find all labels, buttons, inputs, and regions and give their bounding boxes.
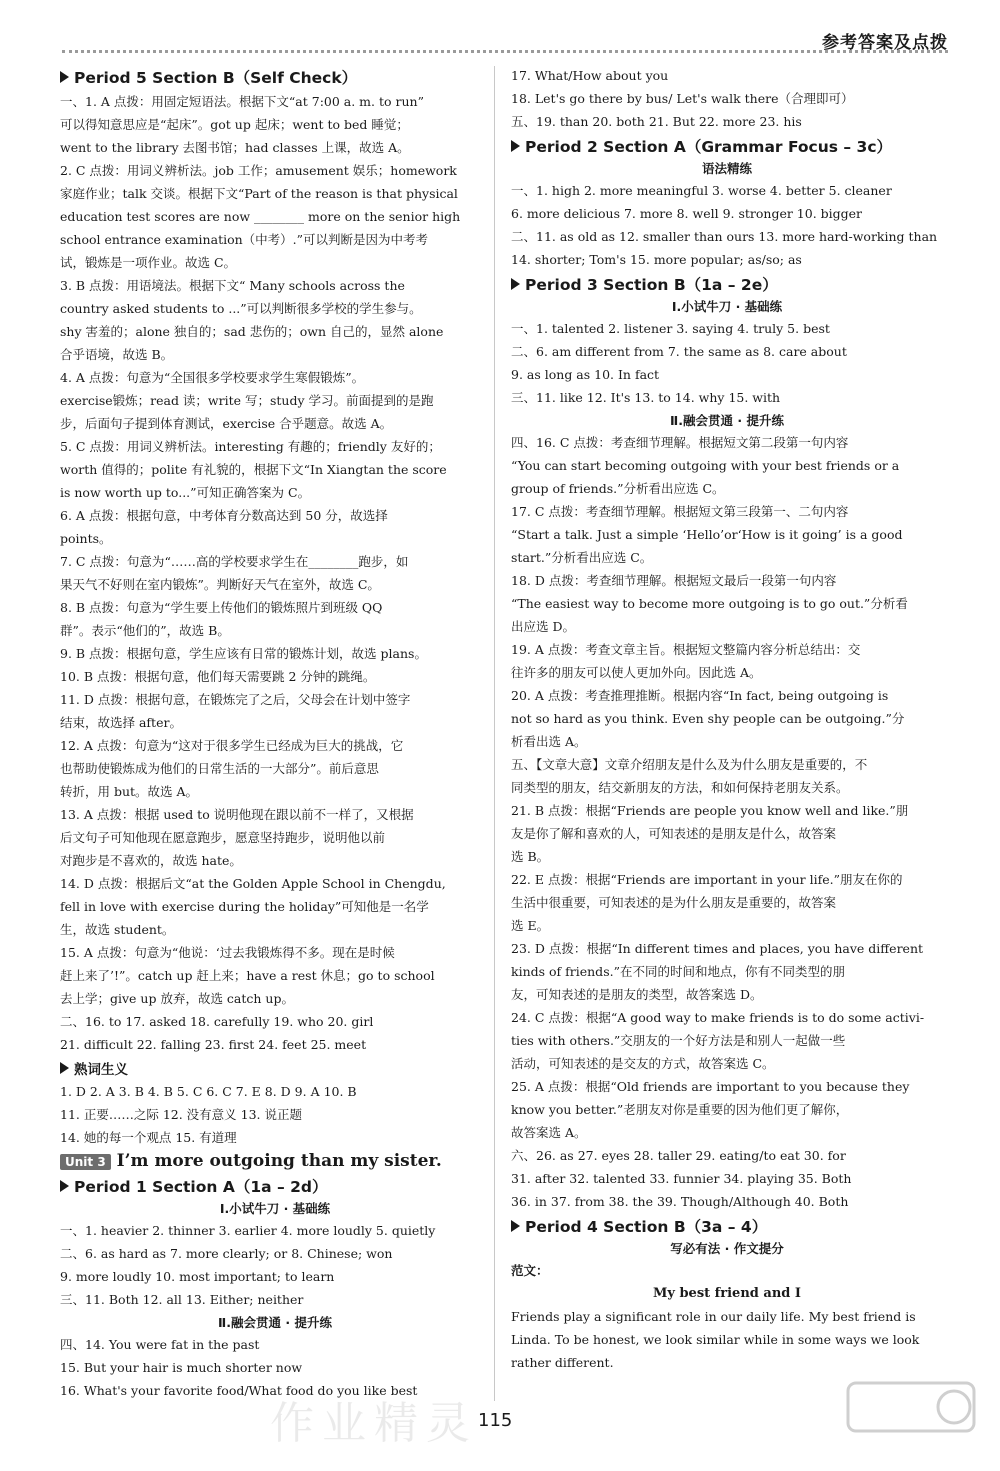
answer-line: 16. What's your favorite food/What food do you like best xyxy=(60,1383,418,1398)
answer-line: 五、19. than 20. both 21. But 22. more 23. his xyxy=(511,114,802,129)
answer-line: shy 害羞的；alone 独自的；sad 悲伤的；own 自己的，显然 alone xyxy=(60,324,444,339)
section-heading: Period 3 Section B（1a – 2e） xyxy=(511,273,943,295)
answer-line: 18. Let's go there by bus/ Let's walk there（合理即可） xyxy=(511,91,854,106)
answer-line: 31. after 32. talented 33. funnier 34. playing 35. Both xyxy=(511,1171,852,1186)
subsection-heading: 语法精练 xyxy=(701,161,752,176)
subsection-heading: Ⅰ.小试牛刀 · 基础练 xyxy=(671,299,783,314)
watermark-text: 作业精灵 xyxy=(270,1398,478,1449)
answer-line: 15. But your hair is much shorter now xyxy=(60,1360,303,1375)
answer-line: 析看出选 A。 xyxy=(511,734,587,749)
unit-tag: Unit 3 xyxy=(60,1154,111,1170)
answer-line: 36. in 37. from 38. the 39. Though/Although 40. Both xyxy=(511,1194,849,1209)
essay-title: My best friend and I xyxy=(653,1286,801,1301)
triangle-bullet-icon xyxy=(511,1220,520,1232)
subsection-heading: Ⅱ.融会贯通 · 提升练 xyxy=(218,1315,332,1330)
triangle-bullet-icon xyxy=(60,1062,69,1074)
answer-line: 7. C 点拨：句意为“……高的学校要求学生在________跑步，如 xyxy=(60,554,409,569)
answer-line: 15. A 点拨：句意为“他说：‘过去我锻炼得不多。现在是时候 xyxy=(60,945,395,960)
answer-line: 5. C 点拨：用词义辨析法。interesting 有趣的；friendly 友好的； xyxy=(60,439,441,454)
answer-line: 出应选 D。 xyxy=(511,619,575,634)
answer-line: 19. A 点拨：考查文章主旨。根据短文整篇内容分析总结出：交 xyxy=(511,642,861,657)
header-title: 参考答案及点拨 xyxy=(822,33,948,53)
triangle-bullet-icon xyxy=(60,1180,69,1192)
answer-line: 二、11. as old as 12. smaller than ours 13. more hard-working than xyxy=(511,229,938,244)
page-number: 115 xyxy=(478,1410,513,1431)
model-essay-label: 范文： xyxy=(511,1263,549,1278)
answer-line: 一、1. A 点拨：用固定短语法。根据下文“at 7:00 a. m. to run” xyxy=(60,94,424,109)
subsection-heading: Ⅰ.小试牛刀 · 基础练 xyxy=(219,1201,331,1216)
column-separator xyxy=(494,66,495,1401)
answer-line: 14. shorter; Tom's 15. more popular; as/so; as xyxy=(511,252,802,267)
answer-line: 2. C 点拨：用词义辨析法。job 工作；amusement 娱乐；homework xyxy=(60,163,457,178)
answer-line: 24. C 点拨：根据“A good way to make friends is to do some activi- xyxy=(511,1010,925,1025)
answer-line: exercise锻炼；read 读；write 写；study 学习。前面提到的是跑 xyxy=(60,393,434,408)
answer-line: 家庭作业；talk 交谈。根据下文“Part of the reason is that physical xyxy=(60,186,458,201)
answer-block xyxy=(60,1080,490,1149)
section-heading: Period 1 Section A（1a – 2d） xyxy=(60,1175,490,1197)
answer-line: 10. B 点拨：根据句意，他们每天需要跳 2 分钟的跳绳。 xyxy=(60,669,376,684)
watermark-logo-icon xyxy=(846,1381,976,1451)
answer-line: 17. What/How about you xyxy=(511,68,669,83)
answer-block xyxy=(511,431,943,1213)
answer-line: 21. difficult 22. falling 23. first 24. feet 25. meet xyxy=(60,1037,367,1052)
answer-line: 故答案选 A。 xyxy=(511,1125,587,1140)
answer-line: 12. A 点拨：句意为“这对于很多学生已经成为巨大的挑战，它 xyxy=(60,738,404,753)
answer-line: 友是你了解和喜欢的人，可知表述的是朋友是什么，故答案 xyxy=(511,826,837,841)
section-heading: Period 2 Section A（Grammar Focus – 3c） xyxy=(511,135,943,157)
answer-line: 友，可知表述的是朋友的类型，故答案选 D。 xyxy=(511,987,763,1002)
answer-block xyxy=(511,64,943,133)
answer-line: fell in love with exercise during the holiday”可知他是一名学 xyxy=(60,899,429,914)
answer-line: 三、11. like 12. It's 13. to 14. why 15. with xyxy=(511,390,781,405)
answer-line: “You can start becoming outgoing with your best friends or a xyxy=(511,458,900,473)
answer-line: 后文句子可知他现在愿意跑步，愿意坚持跑步，说明他以前 xyxy=(60,830,386,845)
answer-line: 也帮助使锻炼成为他们的日常生活的一大部分”。前后意思 xyxy=(60,761,379,776)
answer-block xyxy=(60,90,490,1056)
answer-line: 11. 正要……之际 12. 没有意义 13. 说正题 xyxy=(60,1107,303,1122)
answer-line: 五、【文章大意】文章介绍朋友是什么及为什么朋友是重要的，不 xyxy=(511,757,868,772)
answer-block xyxy=(60,1219,490,1311)
answer-line: worth 值得的；polite 有礼貌的，根据下文“In Xiangtan the score xyxy=(60,462,447,477)
right-column xyxy=(511,64,943,1374)
answer-line: 结束，故选择 after。 xyxy=(60,715,182,730)
answer-line: know you better.”老朋友对你是重要的因为他们更了解你， xyxy=(511,1102,849,1117)
answer-line: 9. as long as 10. In fact xyxy=(511,367,660,382)
answer-line: 六、26. as 27. eyes 28. taller 29. eating/to eat 30. for xyxy=(511,1148,846,1163)
answer-line: Linda. To be honest, we look similar while in some ways we look xyxy=(511,1332,920,1347)
answer-line: 一、1. talented 2. listener 3. saying 4. truly 5. best xyxy=(511,321,830,336)
answer-line: 21. B 点拨：根据“Friends are people you know well and like.”朋 xyxy=(511,803,909,818)
answer-line: 果天气不好则在室内锻炼”。判断好天气在室外，故选 C。 xyxy=(60,577,380,592)
answer-block xyxy=(511,317,943,409)
answer-line: kinds of friends.”在不同的时间和地点，你有不同类型的朋 xyxy=(511,964,845,979)
answer-line: group of friends.”分析看出应选 C。 xyxy=(511,481,725,496)
answer-line: 9. B 点拨：根据句意，学生应该有日常的锻炼计划，故选 plans。 xyxy=(60,646,427,661)
answer-line: 一、1. heavier 2. thinner 3. earlier 4. more loudly 5. quietly xyxy=(60,1223,436,1238)
answer-line: is now worth up to...”可知正确答案为 C。 xyxy=(60,485,311,500)
answer-line: 6. A 点拨：根据句意，中考体育分数高达到 50 分，故选择 xyxy=(60,508,388,523)
answer-line: 往许多的朋友可以使人更加外向。因此选 A。 xyxy=(511,665,762,680)
answer-line: 赶上来了’!”。catch up 赶上来；have a rest 休息；go to school xyxy=(60,968,435,983)
answer-line: ties with others.”交朋友的一个好方法是和别人一起做一些 xyxy=(511,1033,846,1048)
answer-line: 生，故选 student。 xyxy=(60,922,175,937)
answer-line: 选 B。 xyxy=(511,849,550,864)
subsection-heading: Ⅱ.融会贯通 · 提升练 xyxy=(670,413,784,428)
answer-line: 1. D 2. A 3. B 4. B 5. C 6. C 7. E 8. D 9. A 10. B xyxy=(60,1084,357,1099)
answer-line: 活动，可知表述的是交友的方式，故答案选 C。 xyxy=(511,1056,775,1071)
answer-line: 三、11. Both 12. all 13. Either; neither xyxy=(60,1292,304,1307)
answer-line: 4. A 点拨：句意为“全国很多学校要求学生寒假锻炼”。 xyxy=(60,370,365,385)
answer-line: “The easiest way to become more outgoing is to go out.”分析看 xyxy=(511,596,908,611)
answer-line: 17. C 点拨：考查细节理解。根据短文第三段第一、二句内容 xyxy=(511,504,849,519)
answer-line: 步，后面句子提到体育测试，exercise 合乎题意。故选 A。 xyxy=(60,416,393,431)
answer-line: 二、6. am different from 7. the same as 8. care about xyxy=(511,344,847,359)
answer-line: 6. more delicious 7. more 8. well 9. stronger 10. bigger xyxy=(511,206,863,221)
answer-line: “Start a talk. Just a simple ‘Hello’or‘How is it going’ is a good xyxy=(511,527,903,542)
answer-line: start.”分析看出应选 C。 xyxy=(511,550,653,565)
answer-line: 14. D 点拨：根据后文“at the Golden Apple School in Chengdu, xyxy=(60,876,446,891)
answer-line: rather different. xyxy=(511,1355,614,1370)
essay-body xyxy=(511,1305,943,1374)
answer-line: 生活中很重要，可知表述的是为什么朋友是重要的，故答案 xyxy=(511,895,837,910)
subsection-heading: 写必有法 · 作文提分 xyxy=(670,1241,784,1256)
triangle-bullet-icon xyxy=(511,278,520,290)
section-heading: Period 5 Section B（Self Check） xyxy=(60,66,490,88)
answer-line: 转折，用 but。故选 A。 xyxy=(60,784,199,799)
answer-line: 9. more loudly 10. most important; to learn xyxy=(60,1269,335,1284)
answer-line: Friends play a significant role in our daily life. My best friend is xyxy=(511,1309,916,1324)
answer-line: 四、14. You were fat in the past xyxy=(60,1337,260,1352)
triangle-bullet-icon xyxy=(511,140,520,152)
answer-line: 22. E 点拨：根据“Friends are important in your life.”朋友在你的 xyxy=(511,872,903,887)
answer-block xyxy=(511,179,943,271)
left-column xyxy=(60,64,490,1402)
answer-line: 群”。表示“他们的”，故选 B。 xyxy=(60,623,230,638)
header-rule xyxy=(62,50,948,53)
answer-line: country asked students to ...”可以判断很多学校的学生参与。 xyxy=(60,301,422,316)
answer-line: 合乎语境，故选 B。 xyxy=(60,347,174,362)
answer-line: 一、1. high 2. more meaningful 3. worse 4. better 5. cleaner xyxy=(511,183,892,198)
answer-line: 二、6. as hard as 7. more clearly; or 8. Chinese; won xyxy=(60,1246,393,1261)
section-heading: 熟词生义 xyxy=(60,1058,490,1078)
answer-line: 11. D 点拨：根据句意，在锻炼完了之后，父母会在计划中签字 xyxy=(60,692,411,707)
unit-heading: Unit 3 I’m more outgoing than my sister. xyxy=(60,1151,490,1171)
answer-line: 四、16. C 点拨：考查细节理解。根据短文第二段第一句内容 xyxy=(511,435,849,450)
answer-line: 20. A 点拨：考查推理推断。根据内容“In fact, being outgoing is xyxy=(511,688,889,703)
answer-line: 8. B 点拨：句意为“学生要上传他们的锻炼照片到班级 QQ xyxy=(60,600,383,615)
answer-line: not so hard as you think. Even shy people can be outgoing.”分 xyxy=(511,711,905,726)
answer-line: 25. A 点拨：根据“Old friends are important to you because they xyxy=(511,1079,910,1094)
section-heading: Period 4 Section B（3a – 4） xyxy=(511,1215,943,1237)
answer-line: 18. D 点拨：考查细节理解。根据短文最后一段第一句内容 xyxy=(511,573,837,588)
answer-line: went to the library 去图书馆；had classes 上课，故选 A。 xyxy=(60,140,410,155)
answer-line: 同类型的朋友，结交新朋友的方法，和如何保持老朋友关系。 xyxy=(511,780,849,795)
triangle-bullet-icon xyxy=(60,71,69,83)
answer-line: points。 xyxy=(60,531,112,546)
answer-line: 可以得知意思应是“起床”。got up 起床；went to bed 睡觉； xyxy=(60,117,409,132)
answer-line: school entrance examination（中考）.”可以判断是因为中考考 xyxy=(60,232,429,247)
answer-line: 二、16. to 17. asked 18. carefully 19. who 20. girl xyxy=(60,1014,374,1029)
answer-line: education test scores are now ________ more on the senior high xyxy=(60,209,461,224)
answer-line: 试，锻炼是一项作业。故选 C。 xyxy=(60,255,237,270)
answer-line: 去上学；give up 放弃，故选 catch up。 xyxy=(60,991,294,1006)
answer-line: 3. B 点拨：用语境法。根据下文“ Many schools across the xyxy=(60,278,405,293)
answer-line: 对跑步是不喜欢的，故选 hate。 xyxy=(60,853,242,868)
answer-line: 13. A 点拨：根据 used to 说明他现在跟以前不一样了，又根据 xyxy=(60,807,414,822)
answer-line: 23. D 点拨：根据“In different times and places, you have different xyxy=(511,941,924,956)
answer-line: 14. 她的每一个观点 15. 有道理 xyxy=(60,1130,237,1145)
answer-line: 选 E。 xyxy=(511,918,550,933)
